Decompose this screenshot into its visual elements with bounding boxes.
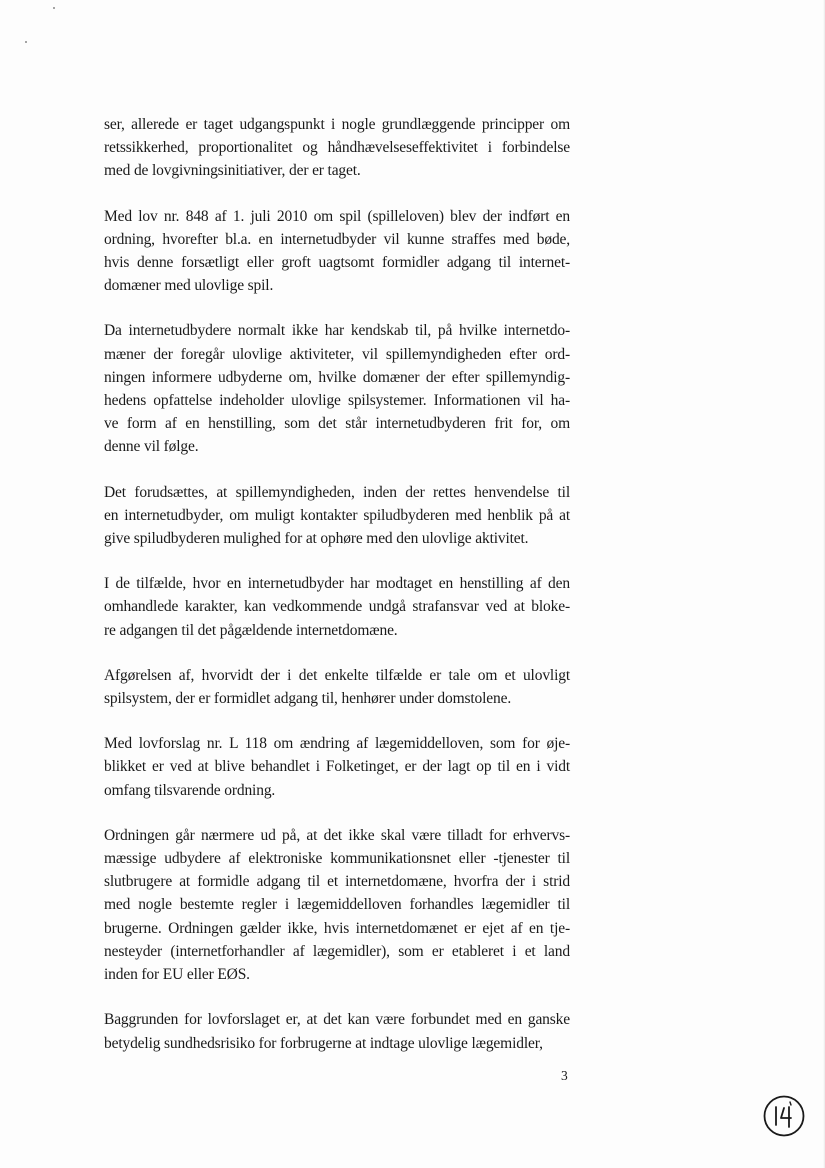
text-line: en internetudbyder, om muligt kontakter spiludbyderen med henblik på at (104, 506, 570, 524)
text-line: Det forudsættes, at spillemyndigheden, inden der rettes henvendelse til (104, 483, 570, 501)
text-line: hedens opfattelse indeholder ulovlige spilsystemer. Informationen vil ha- (104, 392, 570, 410)
text-line: re adgangen til det pågældende internetdomæne. (104, 621, 398, 639)
text-line: nesteyder (internetforhandler af lægemidler), som er etableret i et land (104, 942, 570, 960)
text-line: domæner med ulovlige spil. (104, 277, 274, 295)
text-line: ningen informere udbyderne om, hvilke domæner der efter spillemyndig- (104, 368, 570, 386)
text-line: blikket er ved at blive behandlet i Folketinget, er der lagt op til en i vidt (104, 758, 570, 776)
text-line: med nogle bestemte regler i lægemiddelloven forhandles lægemidler til (104, 896, 570, 914)
text-line: Med lov nr. 848 af 1. juli 2010 om spil (spilleloven) blev der indført en (104, 207, 570, 225)
text-line: mæner der foregår ulovlige aktiviteter, vil spillemyndigheden efter ord- (104, 345, 570, 363)
page-number: 3 (561, 1068, 568, 1083)
text-line: give spiludbyderen mulighed for at ophøre med den ulovlige aktivitet. (104, 530, 529, 548)
text-line: Med lovforslag nr. L 118 om ændring af lægemiddelloven, som for øje- (104, 735, 570, 753)
paragraph (104, 113, 570, 183)
text-line: Baggrunden for lovforslaget er, at det kan være forbundet med en ganske (104, 1011, 570, 1029)
text-line: slutbrugere at formidle adgang til et internetdomæne, hvorfra der i strid (104, 873, 570, 891)
text-line: inden for EU eller EØS. (104, 966, 250, 984)
text-line: spilsystem, der er formidlet adgang til, henhører under domstolene. (104, 690, 512, 708)
text-line: omfang tilsvarende ordning. (104, 781, 276, 799)
text-line: ordning, hvorefter bl.a. en internetudbyder vil kunne straffes med bøde, (104, 230, 570, 248)
text-line: ser, allerede er taget udgangspunkt i nogle grundlæggende principper om (104, 116, 570, 133)
scan-speck (25, 41, 27, 43)
paragraph (104, 319, 570, 458)
text-line: Ordningen går nærmere ud på, at det ikke skal være tilladt for erhvervs- (104, 826, 570, 844)
paragraph (104, 572, 570, 642)
text-line: Da internetudbydere normalt ikke har kendskab til, på hvilke internetdo- (104, 322, 570, 340)
paragraph (104, 1008, 570, 1054)
paragraph (104, 732, 570, 802)
text-line: hvis denne forsætligt eller groft uagtsomt formidler adgang til internet- (104, 254, 570, 272)
text-line: brugerne. Ordningen gælder ikke, hvis internetdomænet er ejet af en tje- (104, 919, 570, 937)
text-line: omhandlede karakter, kan vedkommende undgå strafansvar ved at bloke- (104, 598, 570, 616)
scan-speck (53, 7, 55, 9)
text-line: Afgørelsen af, hvorvidt der i det enkelte tilfælde er tale om et ulovligt (104, 666, 570, 684)
paragraph (104, 824, 570, 986)
text-line: ve form af en henstilling, som det står internetudbyderen frit for, om (104, 415, 570, 433)
text-line: retssikkerhed, proportionalitet og håndhævelseseffektivitet i forbindelse (104, 139, 570, 157)
document-body (104, 113, 570, 1077)
paragraph (104, 205, 570, 298)
paragraph (104, 481, 570, 551)
handwritten-page-mark (762, 1094, 806, 1138)
paragraph (104, 664, 570, 710)
text-line: I de tilfælde, hvor en internetudbyder har modtaget en henstilling af den (104, 575, 570, 593)
text-line: denne vil følge. (104, 438, 199, 456)
text-line: betydelig sundhedsrisiko for forbrugerne at indtage ulovlige lægemidler, (104, 1034, 543, 1052)
text-line: mæssige udbydere af elektroniske kommunikationsnet eller -tjenester til (104, 850, 570, 868)
text-line: med de lovgivningsinitiativer, der er taget. (104, 162, 361, 180)
